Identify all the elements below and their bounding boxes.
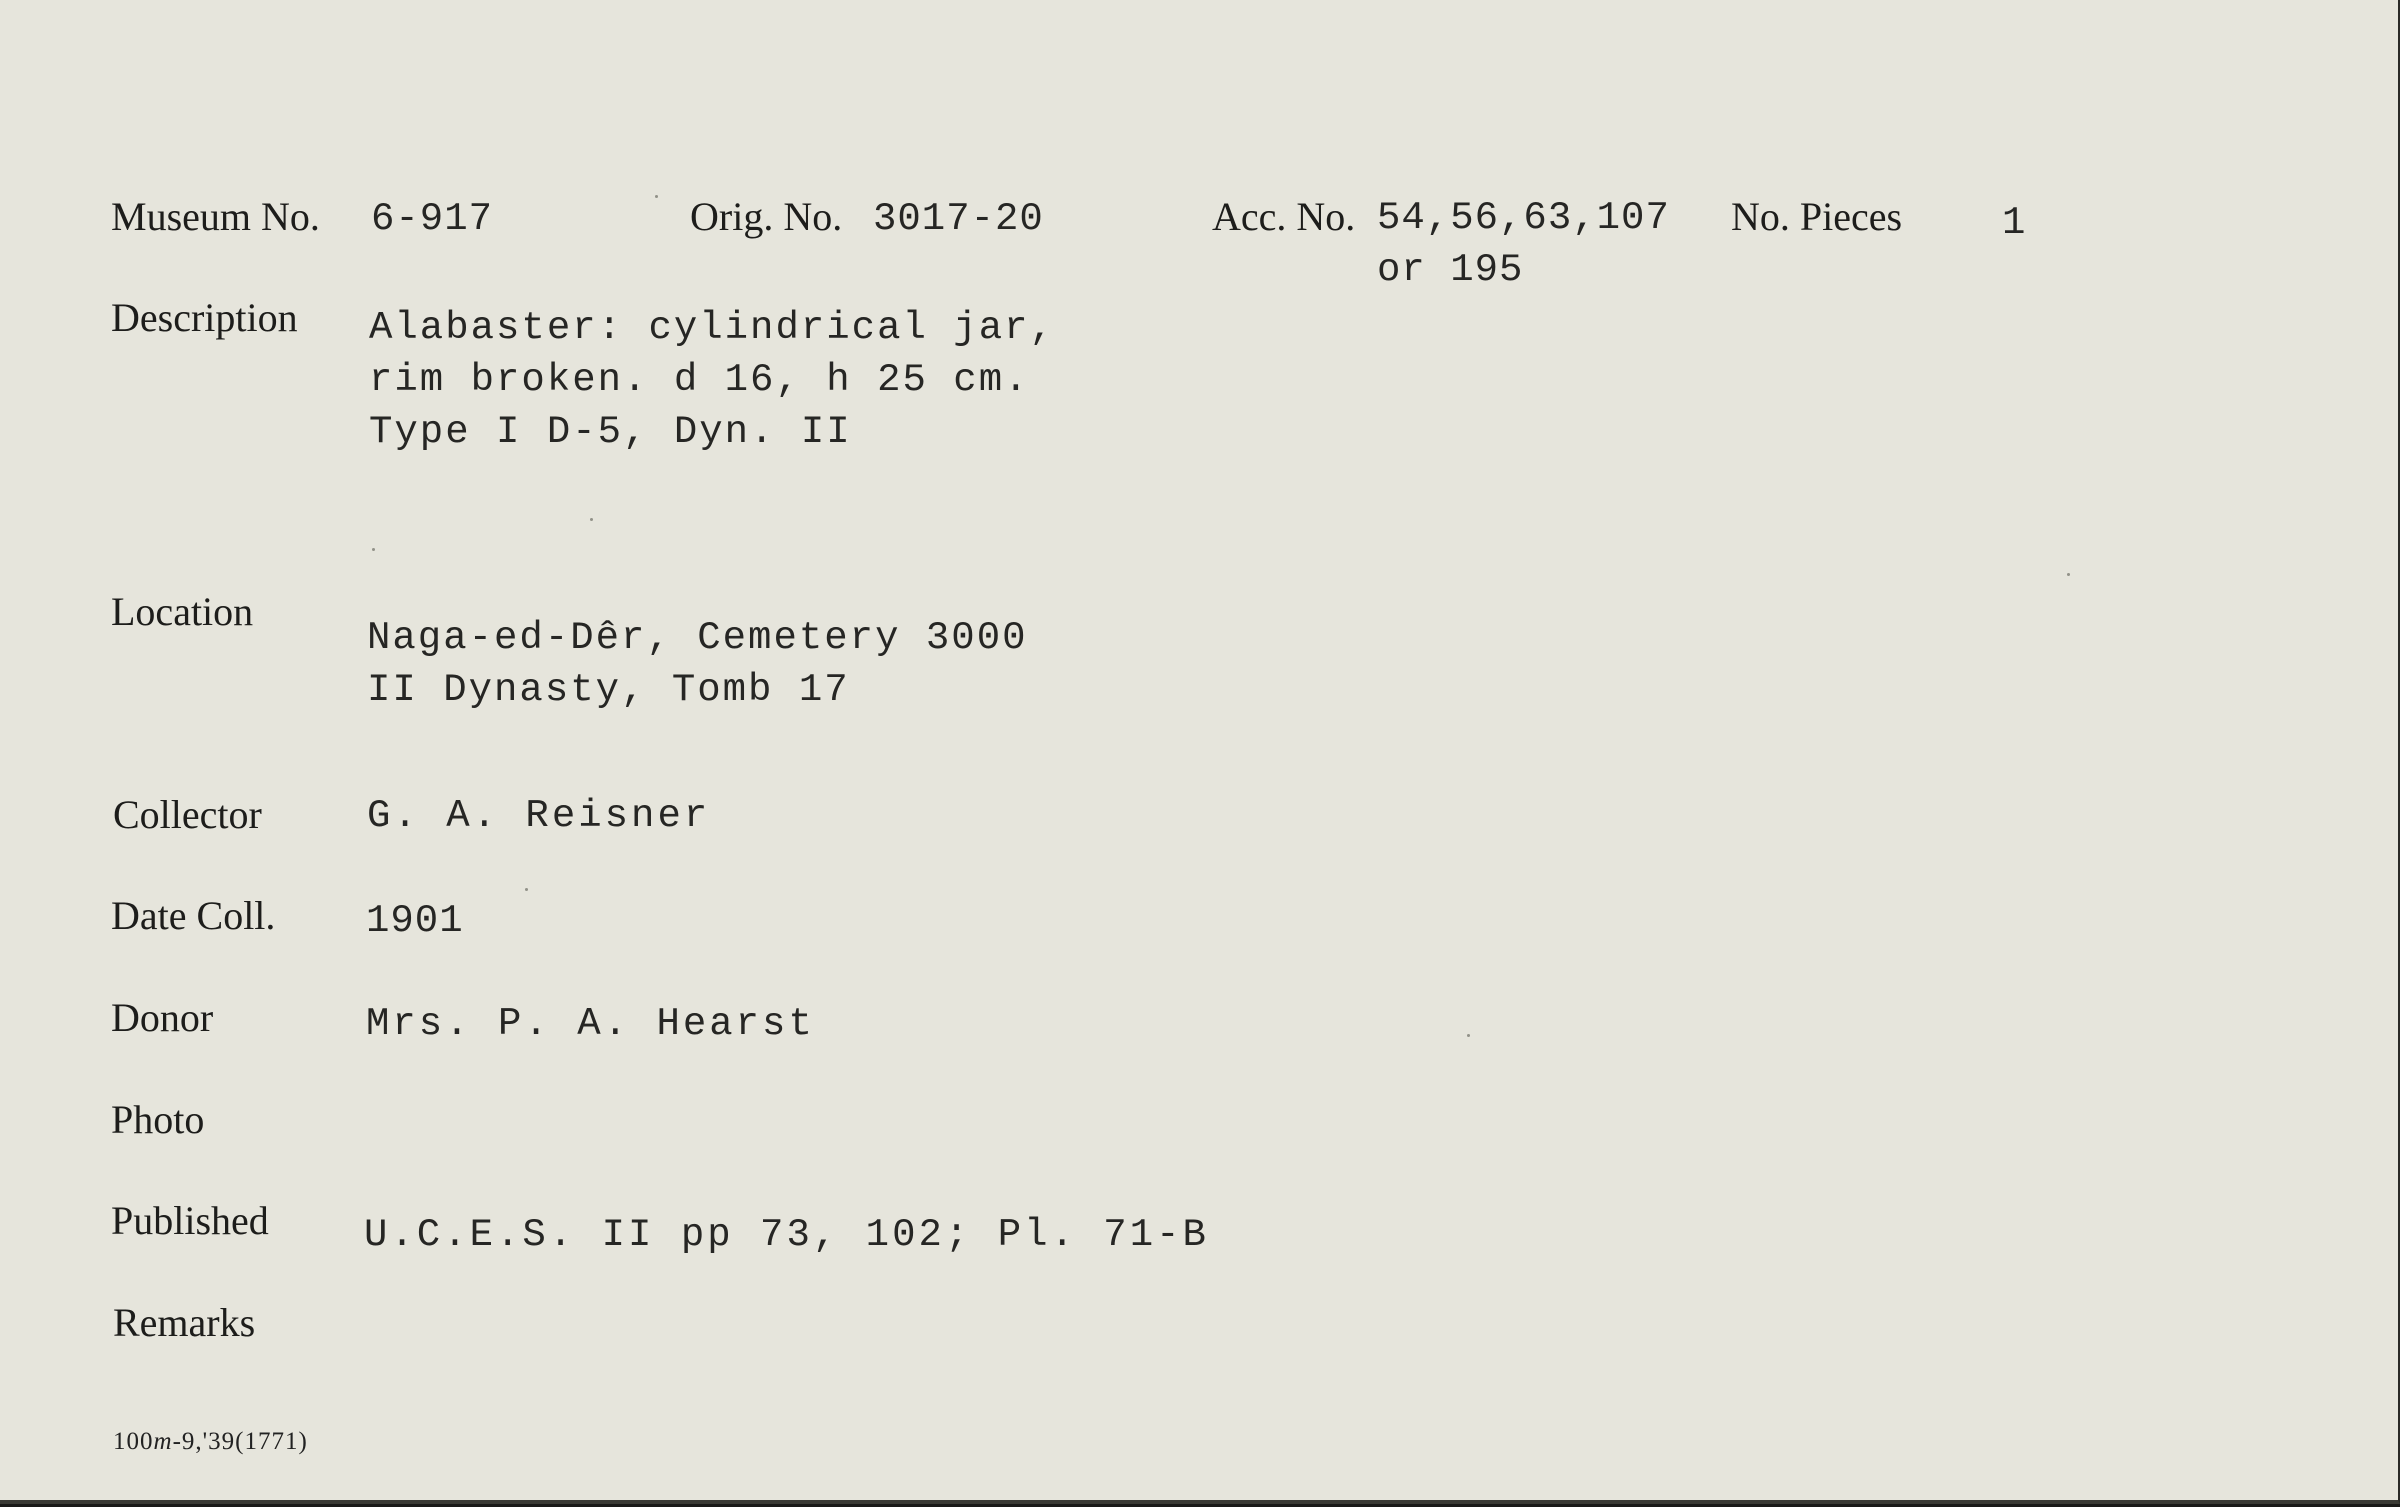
remarks-label: Remarks <box>113 1300 256 1345</box>
description-line-2: rim broken. d 16, h 25 cm. <box>369 358 1030 402</box>
paper-speck <box>372 548 375 551</box>
form-code-italic: m <box>153 1428 173 1455</box>
paper-speck <box>525 888 528 891</box>
acc-no-line-1: 54,56,63,107 <box>1377 196 1670 240</box>
museum-no-value: 6-917 <box>371 197 494 241</box>
location-label: Location <box>111 589 254 634</box>
no-pieces-value: 1 <box>2002 201 2027 245</box>
description-label: Description <box>111 295 298 340</box>
paper-speck <box>590 518 593 521</box>
date-coll-value: 1901 <box>366 899 464 943</box>
collector-value: G. A. Reisner <box>367 794 711 838</box>
form-code-prefix: 100 <box>113 1428 154 1455</box>
published-label: Published <box>111 1198 269 1243</box>
acc-no-value <box>1377 192 1670 296</box>
paper-speck <box>1467 1034 1470 1037</box>
orig-no-value: 3017-20 <box>873 197 1044 241</box>
description-value <box>369 302 1055 458</box>
location-line-1: Naga-ed-Dêr, Cemetery 3000 <box>367 616 1028 660</box>
acc-no-line-2: or 195 <box>1377 248 1524 292</box>
no-pieces-label: No. Pieces <box>1731 194 1903 239</box>
date-coll-label: Date Coll. <box>111 893 276 938</box>
paper-speck <box>2067 573 2070 576</box>
published-value: U.C.E.S. II pp 73, 102; Pl. 71-B <box>364 1213 1209 1257</box>
acc-no-label: Acc. No. <box>1212 194 1356 239</box>
form-code-suffix: -9,'39(1771) <box>172 1428 308 1455</box>
location-line-2: II Dynasty, Tomb 17 <box>367 668 850 712</box>
collector-label: Collector <box>113 792 262 837</box>
location-value <box>367 612 1028 716</box>
description-line-1: Alabaster: cylindrical jar, <box>369 306 1055 350</box>
description-line-3: Type I D-5, Dyn. II <box>369 410 852 454</box>
photo-label: Photo <box>111 1097 205 1142</box>
paper-speck <box>655 195 658 198</box>
donor-value: Mrs. P. A. Hearst <box>366 1002 815 1046</box>
orig-no-label: Orig. No. <box>690 194 843 239</box>
donor-label: Donor <box>111 995 214 1040</box>
museum-no-label: Museum No. <box>111 194 320 239</box>
form-code <box>113 1428 308 1456</box>
